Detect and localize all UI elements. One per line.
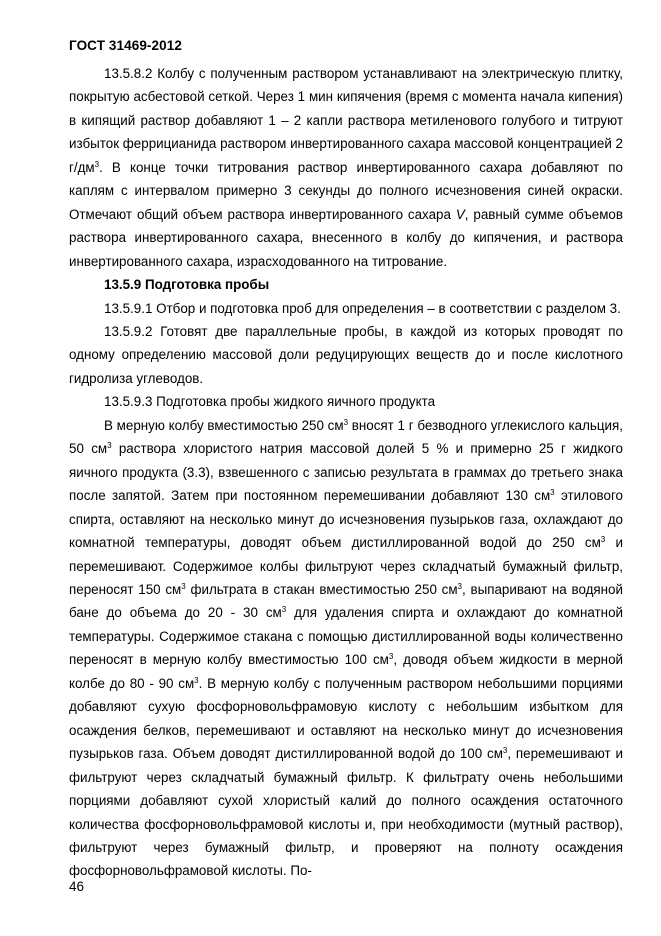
document-header: ГОСТ 31469-2012 bbox=[69, 38, 182, 53]
paragraph-13-5-9-2: 13.5.9.2 Готовят две параллельные пробы, в каждой из которых проводят по одному определению массовой доли редуцирующих веществ до и после кислотного гидролиза углеводов. bbox=[69, 323, 623, 386]
paragraph-13-5-9-3: 13.5.9.3 Подготовка пробы жидкого яичного продукта bbox=[104, 394, 436, 410]
paragraph-13-5-9-1: 13.5.9.1 Отбор и подготовка проб для определения – в соответствии с разделом 3. bbox=[104, 300, 621, 316]
paragraph-liquid-egg-procedure: В мерную колбу вместимостью 250 $см^3$ вносят 1 г безводного углекислого кальция, 50 $см^3$ раствора хлористого натрия массовой долей 5 % и примерно 25 г жидкого яичного продукта (3.3), взвешенного с записью результата в граммах до третьего знака после запятой. Затем при постоянном перемешивании добавляют 130 $см^3$ этилового спирта, оставляют на несколько минут до исчезновения пузырьков газа, охлаждают до комнатной температуры, доводят объем дистиллированной водой до 250 $см^3$ и перемешивают. Содержимое колбы фильтруют через складчатый бумажный фильтр, переносят 150 $см^3$ фильтрата в стакан вместимостью 250 $см^3$, выпаривают на водяной бане до объема до 20 - 30 $см^3$ для удаления спирта и охлаждают до комнатной температуры. Содержимое стакана с помощью дистиллированной воды количественно переносят в мерную колбу вместимостью 100 $см^3$, доводя объем жидкости в мерной колбе до 80 - 90 $см^3$. В мерную колбу с полученным раствором небольшими порциями добавляют сухую фосфорновольфрамовую кислоту с небольшим избытком для осаждения белков, перемешивают и оставляют на несколько минут до исчезновения пузырьков газа. Объем доводят дистиллированной водой до 100 $см^3$, перемешивают и фильтруют через складчатый бумажный фильтр. К фильтрату очень небольшими порциями добавляют сухой хлористый калий до полного осаждения остаточного количества фосфорновольфрамовой кислоты и, при необходимости (мутный раствор), фильтруют через бумажный фильтр, и проверяют на полноту осаждения фосфорновольфрамовой кислоты. По- bbox=[69, 417, 624, 879]
paragraph-13-5-8-2: 13.5.8.2 Колбу с полученным раствором устанавливают на электрическую плитку, покрытую асбестовой сеткой. Через 1 мин кипячения (время с момента начала кипения) в кипящий раствор добавляют 1 – 2 капли раствора метиленового голубого и титруют избыток феррицианида раствором инвертированного сахара массовой концентрацией 2 $г/дм^3$. В конце точки титрования раствор инвертированного сахара добавляют по каплям с интервалом примерно 3 секунды до полного исчезновения синей окраски. Отмечают общий объем раствора инвертированного сахара V, равный сумме объемов раствора инвертированного сахара, внесенного в колбу до кипячения, и раствора инвертированного сахара, израсходованного на титрование. bbox=[69, 66, 623, 269]
document-body bbox=[69, 62, 623, 883]
page-number: 46 bbox=[69, 879, 85, 894]
section-heading-13-5-9: 13.5.9 Подготовка пробы bbox=[104, 277, 270, 293]
